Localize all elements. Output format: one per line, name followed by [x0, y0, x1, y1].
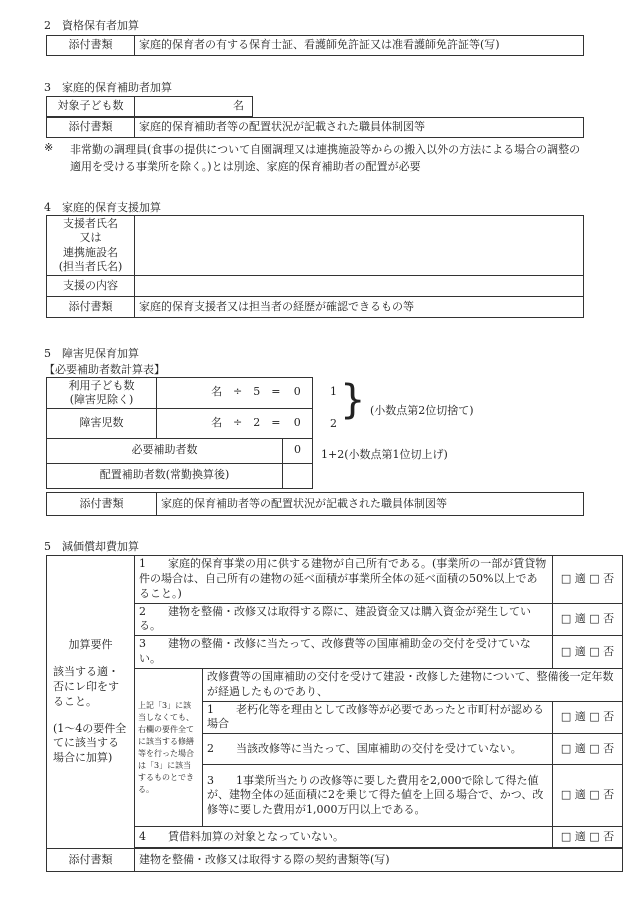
s6-check-3[interactable]: □ 適 □ 否	[553, 636, 623, 669]
s5-required-note: 1+2(小数点第1位切上げ)	[321, 448, 448, 461]
s5-row2-label: 障害児数	[47, 408, 157, 438]
s6-attach-value: 建物を整備・改修又は取得する際の契約書類等(写)	[135, 849, 623, 872]
s3-attach-value: 家庭的保育補助者等の配置状況が記載された職員体制図等	[135, 118, 584, 138]
s6-sub-3: 3 1事業所当たりの改修等に要した費用を2,000で除して得た値が、建物全体の延面積に2を乗じて得た値を上回る場合で、かつ、改修等に要した費用が1,000万円以上である。	[203, 765, 553, 827]
s6-left-instr: 該当する適・否にレ印をすること。	[53, 665, 119, 708]
s5-row2-formula: 名 ÷ 2 =	[157, 408, 283, 438]
s4-content-label: 支援の内容	[47, 276, 135, 297]
s6-check-4[interactable]: □ 適 □ 否	[553, 827, 623, 848]
s5-assigned-label: 配置補助者数(常勤換算後)	[47, 463, 283, 488]
s5-attach-value: 家庭的保育補助者等の配置状況が記載された職員体制図等	[157, 493, 584, 516]
section-5-heading: 5 障害児保育加算	[44, 347, 139, 360]
section-3-heading: 3 家庭的保育補助者加算	[44, 81, 172, 94]
s6-left-col	[47, 556, 135, 849]
section-6-table	[46, 555, 623, 872]
s2-attach-value: 家庭的保育者の有する保育士証、看護師免許証又は准看護師免許証等(写)	[135, 36, 584, 56]
s6-sub-2: 2 当該改修等に当たって、国庫補助の交付を受けていない。	[203, 734, 553, 765]
s4-name-label: 支援者氏名 又は 連携施設名 (担当者氏名)	[47, 216, 135, 276]
s5-row1-result: 0	[283, 378, 313, 409]
s5-index-2: 2	[330, 417, 337, 430]
s5-index-1: 1	[330, 385, 337, 398]
s6-sub-intro: 改修費等の国庫補助の交付を受けて建設・改修した建物について、整備後一定年数が経過したものであり、	[203, 668, 623, 701]
s6-check-sub-1[interactable]: □ 適 □ 否	[553, 701, 623, 734]
s6-req-1: 1 家庭的保育事業の用に供する建物が自己所有である。(事業所の一部が賃貸物件の場合は、自己所有の建物の延べ面積が事業所全体の延べ面積の50%以上であること。)	[135, 556, 553, 604]
s6-check-sub-2[interactable]: □ 適 □ 否	[553, 734, 623, 765]
s5-required-label: 必要補助者数	[47, 438, 283, 463]
s4-attach-label: 添付書類	[47, 297, 135, 318]
s6-req-4: 4 賃借料加算の対象となっていない。	[135, 827, 553, 848]
s5-attach-table	[46, 492, 584, 516]
section-6-heading: 5 減価償却費加算	[44, 540, 139, 553]
s5-calc-table	[46, 377, 313, 489]
s3-count-label: 対象子ども数	[47, 97, 135, 117]
s6-req-2: 2 建物を整備・改修又は取得する際に、建設資金又は購入資金が発生している。	[135, 603, 553, 636]
s6-check-1[interactable]: □ 適 □ 否	[553, 556, 623, 604]
section-2-table	[46, 35, 584, 56]
s6-req-3: 3 建物の整備・改修に当たって、改修費等の国庫補助金の交付を受けていない。	[135, 636, 553, 669]
s3-count-unit: 名	[135, 97, 253, 117]
s5-brace: }	[340, 377, 366, 423]
section-4-table	[46, 215, 584, 318]
s6-sub-1: 1 老朽化等を理由として改修等が必要であったと市町村が認める場合	[203, 701, 553, 734]
s6-check-sub-3[interactable]: □ 適 □ 否	[553, 765, 623, 827]
section-4-heading: 4 家庭的保育支援加算	[44, 201, 161, 214]
section-2-heading: 2 資格保有者加算	[44, 19, 139, 32]
s5-table-title: 【必要補助者数計算表】	[44, 363, 165, 376]
s5-assigned-value[interactable]	[283, 463, 313, 488]
s6-sub-left: 上記「3」に該当しなくても、右欄の要件全てに該当する修繕等を行った場合は「3」に該当するものとできる。	[135, 668, 203, 826]
s4-attach-value: 家庭的保育支援者又は担当者の経歴が確認できるもの等	[135, 297, 584, 318]
s6-left-cond: (1～4の要件全てに該当する場合に加算)	[53, 721, 127, 765]
s3-note-mark: ※	[44, 141, 54, 154]
s3-attach-label: 添付書類	[47, 118, 135, 138]
s5-attach-label: 添付書類	[47, 493, 157, 516]
s2-attach-label: 添付書類	[47, 36, 135, 56]
s3-count-table	[46, 96, 253, 117]
s6-attach-label: 添付書類	[47, 849, 135, 872]
s5-row1-formula: 名 ÷ 5 =	[157, 378, 283, 409]
s3-note: 非常勤の調理員(食事の提供について自園調理又は連携施設等からの搬入以外の方法による場合の調整の適用を受ける事業所を除く。)とは別途、家庭的保育補助者の配置が必要	[70, 143, 581, 174]
s4-name-value[interactable]	[135, 216, 584, 276]
s5-row1-label: 利用子ども数 (障害児除く)	[47, 378, 157, 409]
s6-check-2[interactable]: □ 適 □ 否	[553, 603, 623, 636]
s3-attach-table	[46, 117, 584, 138]
s6-left-title: 加算要件	[68, 638, 113, 652]
s4-content-value[interactable]	[135, 276, 584, 297]
s5-required-value: 0	[283, 438, 313, 463]
s5-brace-note: (小数点第2位切捨て)	[370, 404, 474, 417]
s5-row2-result: 0	[283, 408, 313, 438]
